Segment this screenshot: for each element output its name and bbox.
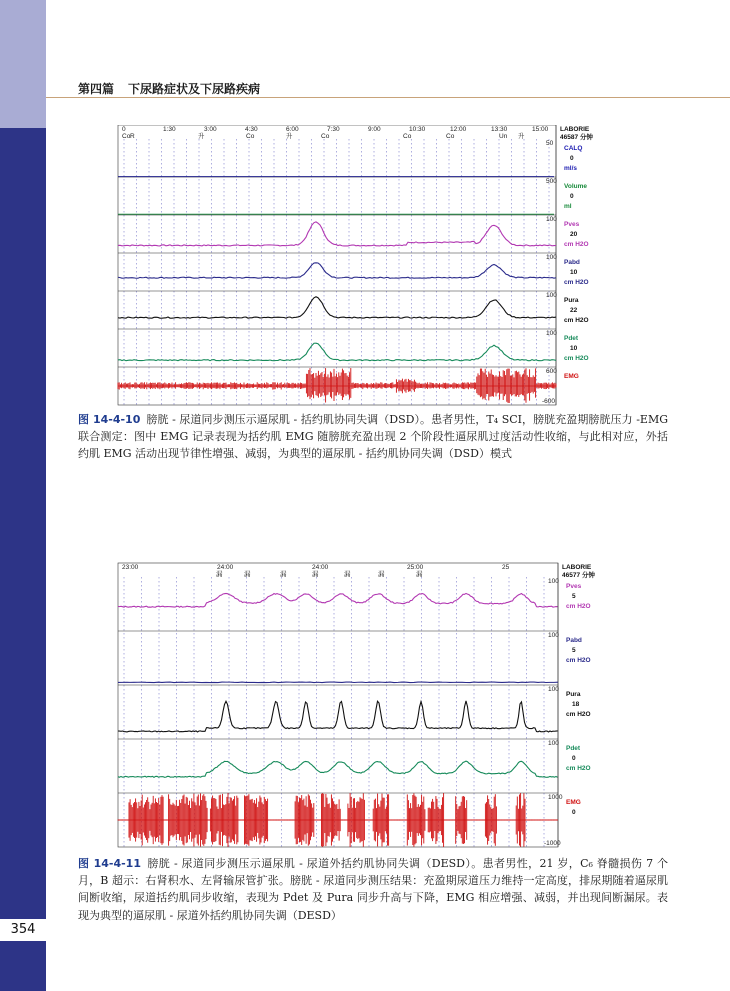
page-number: 354 — [0, 919, 46, 941]
channel-value: 0 — [570, 155, 574, 162]
channel-name: Volume — [564, 183, 587, 190]
scale-top-label: 100 — [546, 254, 557, 261]
event-mark-label: 漏 — [216, 571, 223, 578]
header-title: 下尿路症状及下尿路疾病 — [128, 82, 261, 96]
channel-unit: cm H2O — [564, 355, 589, 362]
scale-top-label: 600 — [546, 368, 557, 375]
channel-unit: cm H2O — [564, 241, 589, 248]
brand-label: LABORIE — [560, 126, 590, 133]
channel-name: Pabd — [564, 259, 580, 266]
event-mark-label: 漏 — [378, 571, 385, 578]
figure-1-id: 图 14-4-10 — [78, 413, 141, 426]
brand-label: LABORIE — [562, 564, 592, 571]
event-mark-label: 漏 — [312, 571, 319, 578]
figure-1-trace-plot — [116, 125, 600, 407]
time-tick-label: 15:00 — [532, 126, 549, 133]
event-mark-label: R — [130, 133, 135, 140]
channel-value: 5 — [572, 647, 576, 654]
scale-top-label: 100 — [546, 292, 557, 299]
time-tick-label: 3:00 — [204, 126, 217, 133]
event-mark-label: Co — [446, 133, 455, 140]
header-part: 第四篇 — [78, 82, 115, 96]
time-tick-label: 13:30 — [491, 126, 508, 133]
scale-bottom-label: -1000 — [544, 840, 561, 847]
event-mark-label: Co — [403, 133, 412, 140]
channel-name: CALQ — [564, 145, 583, 152]
scale-top-label: 100 — [546, 330, 557, 337]
time-tick-label: 24:00 — [217, 564, 234, 571]
event-mark-label: 升 — [198, 133, 205, 140]
scale-top-label: 100 — [546, 216, 557, 223]
channel-unit: cm H2O — [564, 317, 589, 324]
scale-top-label: 500 — [546, 178, 557, 185]
channel-unit: cm H2O — [566, 603, 591, 610]
scale-top-label: 1000 — [548, 794, 563, 801]
time-tick-label: 6:00 — [286, 126, 299, 133]
scale-top-label: 100 — [548, 632, 559, 639]
channel-name: Pves — [564, 221, 580, 228]
figure-1-caption — [78, 411, 668, 463]
time-tick-label: 9:00 — [368, 126, 381, 133]
urodynamic-figure-2 — [116, 561, 602, 851]
figure-2-caption-text: 膀胱 - 尿道同步测压示逼尿肌 - 尿道外括约肌协同失调（DESD）。患者男性，21 岁，C₆ 脊髓损伤 7 个月，B 超示：右肾积水、左肾输尿管扩张。膀胱 - 尿道同步测压结果：充盈期尿道压力维持一定高度，排尿期随着逼尿肌间断收缩，尿道括约肌同步收缩，表现为 Pdet 及 Pura 同步升高与下降，EMG 相应增强、减弱，并出现间断漏尿。表现为典型的逼尿肌 - 尿道外括约肌协同失调（DESD） — [78, 857, 668, 922]
margin-band-light — [0, 0, 46, 128]
time-tick-label: 7:30 — [327, 126, 340, 133]
id-unit-label: 46587 分钟 — [560, 134, 593, 141]
event-mark-label: 漏 — [280, 571, 287, 578]
id-unit-label: 46577 分钟 — [562, 572, 595, 579]
time-tick-label: 1:30 — [163, 126, 176, 133]
event-mark-label: Co — [122, 133, 131, 140]
channel-value: 18 — [572, 701, 580, 708]
channel-name: Pves — [566, 583, 582, 590]
event-mark-label: 升 — [286, 133, 293, 140]
figure-2-trace-plot — [116, 561, 602, 851]
time-tick-label: 4:30 — [245, 126, 258, 133]
scale-bottom-label: -600 — [542, 398, 556, 405]
channel-value: 22 — [570, 307, 578, 314]
header-rule — [46, 97, 730, 98]
event-mark-label: Co — [321, 133, 330, 140]
figure-2-id: 图 14-4-11 — [78, 857, 141, 870]
channel-value: 10 — [570, 345, 578, 352]
channel-unit: ml — [564, 203, 572, 210]
channel-name: Pura — [564, 297, 579, 304]
channel-name: Pabd — [566, 637, 582, 644]
figure-1-caption-text: 膀胱 - 尿道同步测压示逼尿肌 - 括约肌协同失调（DSD）。患者男性，T₄ SCI，膀胱充盈期膀胱压力 -EMG 联合测定：图中 EMG 记录表现为括约肌 EMG 随膀胱充盈出现 2 个阶段性逼尿肌过度活动性收缩，与此相对应，外括约肌 EMG 活动出现节律性增强、减弱，为典型的逼尿肌 - 括约肌协同失调（DSD）模式 — [78, 413, 668, 461]
channel-value: 20 — [570, 231, 578, 238]
channel-unit: ml/s — [564, 165, 578, 172]
channel-name: EMG — [564, 373, 579, 380]
time-tick-label: 25 — [502, 564, 510, 571]
time-tick-label: 10:30 — [409, 126, 426, 133]
channel-name: EMG — [566, 799, 581, 806]
channel-name: Pura — [566, 691, 581, 698]
channel-unit: cm H2O — [564, 279, 589, 286]
scale-top-label: 50 — [546, 140, 554, 147]
channel-name: Pdet — [566, 745, 581, 752]
channel-value: 0 — [570, 193, 574, 200]
time-tick-label: 24:00 — [312, 564, 329, 571]
time-tick-label: 12:00 — [450, 126, 467, 133]
event-mark-label: 升 — [518, 133, 525, 140]
figure-2-caption — [78, 855, 668, 924]
time-tick-label: 23:00 — [122, 564, 139, 571]
event-mark-label: Un — [499, 133, 508, 140]
urodynamic-figure-1 — [116, 125, 600, 407]
channel-unit: cm H2O — [566, 711, 591, 718]
channel-name: Pdet — [564, 335, 579, 342]
channel-value: 5 — [572, 593, 576, 600]
channel-value: 0 — [572, 809, 576, 816]
channel-unit: cm H2O — [566, 657, 591, 664]
channel-unit: cm H2O — [566, 765, 591, 772]
channel-trace — [118, 682, 558, 683]
event-mark-label: 漏 — [344, 571, 351, 578]
scale-top-label: 100 — [548, 578, 559, 585]
time-tick-label: 25:00 — [407, 564, 424, 571]
channel-value: 10 — [570, 269, 578, 276]
scale-top-label: 100 — [548, 740, 559, 747]
event-mark-label: Co — [246, 133, 255, 140]
event-mark-label: 漏 — [244, 571, 251, 578]
plot-frame — [118, 125, 556, 405]
running-header — [78, 80, 274, 97]
time-tick-label: 0 — [122, 126, 126, 133]
event-mark-label: 漏 — [416, 571, 423, 578]
margin-band-dark — [0, 128, 46, 991]
channel-value: 0 — [572, 755, 576, 762]
scale-top-label: 100 — [548, 686, 559, 693]
